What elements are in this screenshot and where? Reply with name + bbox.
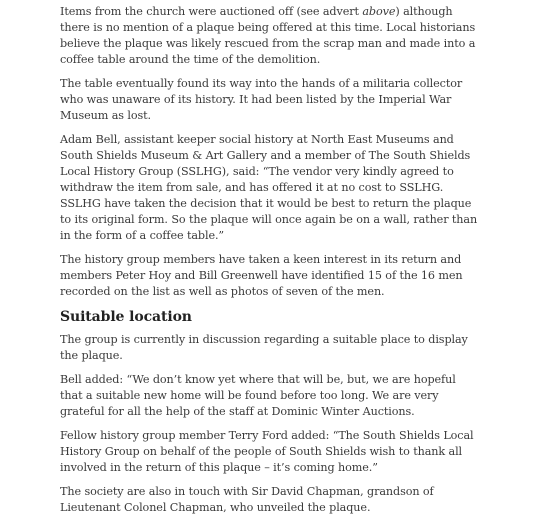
emphasis-above: above <box>362 5 396 18</box>
paragraph-auction <box>60 4 479 68</box>
section-heading: Suitable location <box>60 309 192 325</box>
paragraph-adam-bell-quote: Adam Bell, assistant keeper social history at North East Museums and South Shields Museum & Art Gallery and a member of The South Shields Local History Group (SSLHG), said: “The vendor very kindly agreed to withdraw the item from sale, and has offered it at no cost to SSLHG. SSLHG have taken the decision that it would be best to return the plaque to its original form. So the plaque will once again be on a wall, rather than in the form of a coffee table.” <box>60 133 478 242</box>
paragraph-auction-text-start: Items from the church were auctioned off (see advert <box>60 5 363 18</box>
paragraph-table-history: The table eventually found its way into the hands of a militaria collector who was unaware of its history. It had been listed by the Imperial War Museum as lost. <box>60 77 463 122</box>
paragraph-bell-added: Bell added: “We don’t know yet where that will be, but, we are hopeful that a suitable new home will be found before too long. We are very grateful for all the help of the staff at Dominic Winter Auctions. <box>60 373 456 418</box>
paragraph-chapman: The society are also in touch with Sir David Chapman, grandson of Lieutenant Colonel Chapman, who unveiled the plaque. <box>60 485 434 514</box>
paragraph-terry-ford-quote: Fellow history group member Terry Ford added: “The South Shields Local History Group on behalf of the people of South Shields wish to thank all involved in the return of this plaque – it’s coming home.” <box>60 429 474 474</box>
paragraph-history-group: The history group members have taken a keen interest in its return and members Peter Hoy and Bill Greenwell have identified 15 of the 16 men recorded on the list as well as photos of seven of the men. <box>60 253 463 298</box>
paragraph-auction-text-end: ) although there is no mention of a plaque being offered at this time. Local historians believe the plaque was likely rescued from the scrap man and made into a coffee table around the time of the demolition. <box>60 5 476 66</box>
paragraph-discussion: The group is currently in discussion regarding a suitable place to display the plaque. <box>60 333 468 362</box>
